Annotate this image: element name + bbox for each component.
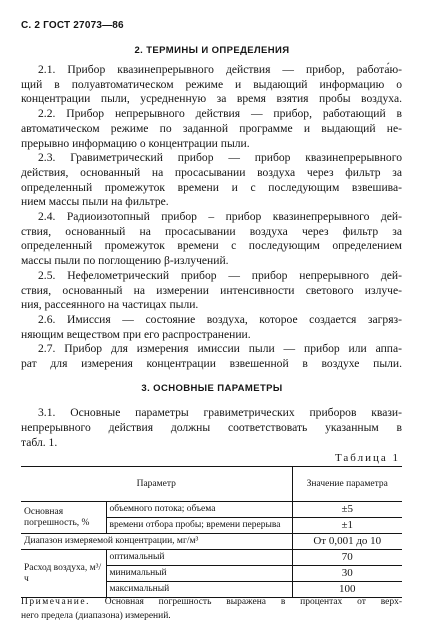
section-3-title: 3. ОСНОВНЫЕ ПАРАМЕТРЫ <box>141 383 283 394</box>
text-line: 2.6. Имиссия — состояние воздуха, которое создается загряз- <box>38 312 402 326</box>
flow-sub: оптимальный <box>106 550 292 566</box>
text-line: нием массы пыли на фильтре. <box>21 195 169 209</box>
text-line: ствия, основанный на просасывании воздуха через фильтр за <box>21 224 402 238</box>
table-row <box>21 550 402 566</box>
text-line: 2.4. Радиоизотопный прибор – прибор квазинепрерывного дей- <box>38 210 402 223</box>
text-line: щий в полуавтоматическом режиме и выдающий информацию о <box>21 77 402 91</box>
text-line: концентрации пыли, усредненную за время взятия пробы воздуха. <box>21 92 402 106</box>
flow-sub: минимальный <box>106 566 292 582</box>
text-line: няющим веществом при его распространении. <box>21 327 251 341</box>
text-line: 2.1. Прибор квазинепрерывного действия — прибор, работа́ю- <box>38 63 402 76</box>
text-line: 2.2. Прибор непрерывного действия — прибор, работающий в <box>38 107 402 121</box>
text-line: непрерывного действия должны соответствовать указанным в <box>21 421 402 434</box>
text-line: массы пыли по поглощению β-излучений. <box>21 254 229 268</box>
text-line: определенный промежуток времени и с последующим взвешива- <box>21 180 402 194</box>
range-value: От 0,001 до 10 <box>292 534 402 550</box>
header-value: Значение параметра <box>292 467 402 502</box>
accuracy-sub: времени отбора пробы; времени перерыва <box>106 518 292 534</box>
page-header: С. 2 ГОСТ 27073—86 <box>21 20 124 31</box>
range-label: Диапазон измеряемой концентрации, мг/м³ <box>21 534 292 550</box>
flow-value: 30 <box>292 566 402 582</box>
note-line-2: него предела (диапазона) измерений. <box>21 611 171 621</box>
text-line: ния, рассеянного на частицах пыли. <box>21 298 199 312</box>
accuracy-value: ±1 <box>292 518 402 534</box>
table-note <box>21 596 402 609</box>
accuracy-label: Основная погрешность, % <box>21 502 106 534</box>
text-line: 3.1. Основные параметры гравиметрических приборов квази- <box>38 406 402 419</box>
text-line: табл. 1. <box>21 436 58 449</box>
text-line: 2.7. Прибор для измерения имиссии пыли — прибор или аппа- <box>38 342 402 356</box>
flow-label: Расход воздуха, м³/ч <box>21 550 106 598</box>
text-line: 2.5. Нефелометрический прибор — прибор непрерывного дей- <box>38 268 402 282</box>
table-row <box>21 502 402 518</box>
header-parameter: Параметр <box>21 467 292 502</box>
note-label: Примечание. <box>21 597 90 607</box>
text-line: действия, основанный на просасывании воздуха через фильтр за <box>21 165 402 179</box>
text-line: определенный промежуток времени с последующим определением <box>21 239 402 253</box>
table-row <box>21 534 402 550</box>
accuracy-value: ±5 <box>292 502 402 518</box>
table-caption: Таблица 1 <box>334 452 400 464</box>
accuracy-sub: объемного потока; объема <box>106 502 292 518</box>
note-line-1: Основная погрешность выражена в процентах от верх- <box>104 597 403 607</box>
text-line: ствия, основанный на измерении интенсивности светового излуче- <box>21 283 402 297</box>
text-line: рат для измерения концентрации взвешенной в воздухе пыли. <box>21 357 402 370</box>
flow-value: 70 <box>292 550 402 566</box>
text-line: автоматическом режиме по заданной программе и выдающий не- <box>21 121 402 135</box>
table-header-row <box>21 467 402 502</box>
flow-value: 100 <box>292 582 402 598</box>
flow-sub: максимальный <box>106 582 292 598</box>
parameters-table <box>21 466 402 598</box>
text-line: прерывно информацию о концентрации пыли. <box>21 136 250 150</box>
text-line: 2.3. Гравиметрический прибор — прибор квазинепрерывного <box>38 151 402 165</box>
section-2-title: 2. ТЕРМИНЫ И ОПРЕДЕЛЕНИЯ <box>134 45 290 56</box>
